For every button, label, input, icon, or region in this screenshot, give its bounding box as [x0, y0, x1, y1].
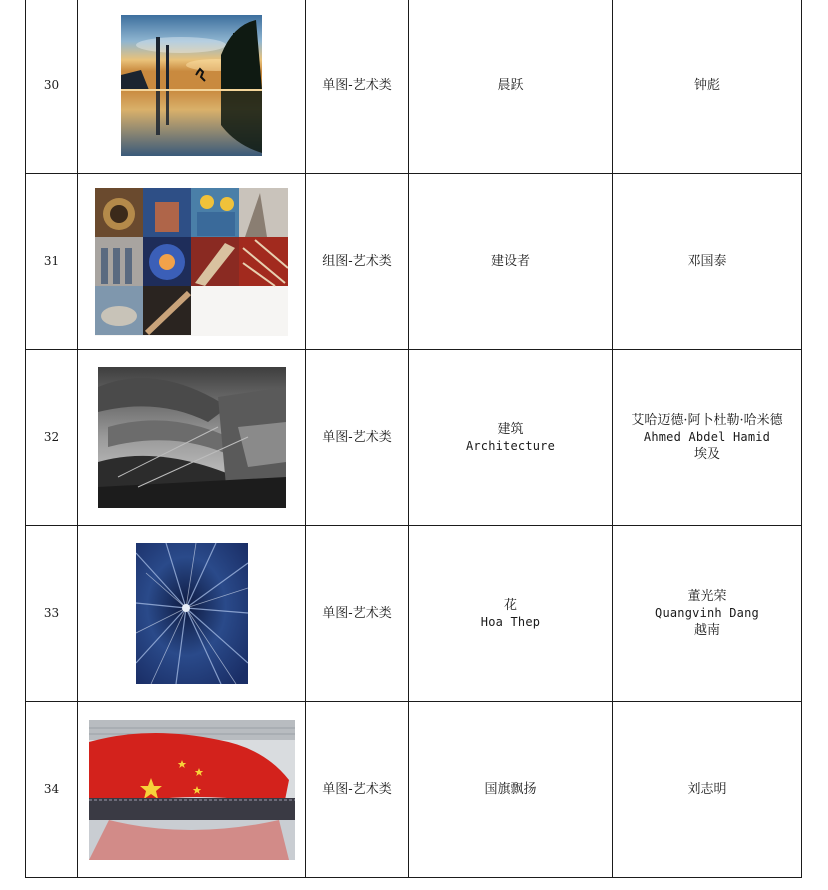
author-name-english: Quangvinh Dang — [655, 606, 759, 620]
author-cell — [613, 702, 802, 878]
author-cell — [613, 174, 802, 350]
title-cell — [409, 702, 613, 878]
entry-number: 34 — [26, 702, 78, 878]
author-name: 董光荣 — [687, 589, 727, 604]
title-text: 建设者 — [490, 254, 530, 269]
title-text: 晨跃 — [497, 78, 524, 93]
national-flag-crowd-photo[interactable] — [89, 720, 295, 860]
thumbnail-cell — [78, 350, 306, 526]
thumbnail-cell — [78, 702, 306, 878]
table-row — [26, 0, 802, 174]
entry-number: 33 — [26, 526, 78, 702]
category-cell: 单图-艺术类 — [306, 0, 409, 174]
title-text: 建筑 — [497, 421, 524, 437]
title-cell — [409, 526, 613, 702]
thumbnail-cell — [78, 174, 306, 350]
entry-number: 31 — [26, 174, 78, 350]
table-row — [26, 526, 802, 702]
title-text-english: Architecture — [465, 438, 556, 453]
author-cell — [613, 350, 802, 526]
entry-number: 30 — [26, 0, 78, 174]
title-cell — [409, 350, 613, 526]
monochrome-architecture-photo[interactable] — [98, 367, 286, 508]
blue-steel-flower-photo[interactable] — [136, 543, 248, 684]
sunrise-runner-reflection-photo[interactable] — [121, 15, 262, 156]
entry-number: 32 — [26, 350, 78, 526]
author-name: 艾哈迈德·阿卜杜勒·哈米德 — [631, 413, 783, 428]
title-text-english: Hoa Thep — [480, 614, 541, 629]
category-cell: 单图-艺术类 — [306, 702, 409, 878]
thumbnail-cell — [78, 0, 306, 174]
author-name: 钟彪 — [693, 78, 720, 93]
table-row — [26, 350, 802, 526]
category-cell: 单图-艺术类 — [306, 526, 409, 702]
author-name-english: Ahmed Abdel Hamid — [643, 430, 771, 444]
title-cell — [409, 0, 613, 174]
category-cell: 组图-艺术类 — [306, 174, 409, 350]
table-row — [26, 702, 802, 878]
author-cell — [613, 526, 802, 702]
author-name: 邓国泰 — [687, 254, 727, 269]
title-text: 国旗飘扬 — [484, 782, 537, 797]
entries-table — [25, 0, 802, 878]
title-cell — [409, 174, 613, 350]
author-cell — [613, 0, 802, 174]
thumbnail-cell — [78, 526, 306, 702]
title-text: 花 — [503, 597, 517, 613]
category-cell: 单图-艺术类 — [306, 350, 409, 526]
author-name: 刘志明 — [687, 782, 727, 797]
table-row — [26, 174, 802, 350]
builders-photo-collage[interactable] — [95, 188, 288, 336]
author-country: 埃及 — [693, 447, 720, 462]
author-country: 越南 — [693, 623, 720, 638]
